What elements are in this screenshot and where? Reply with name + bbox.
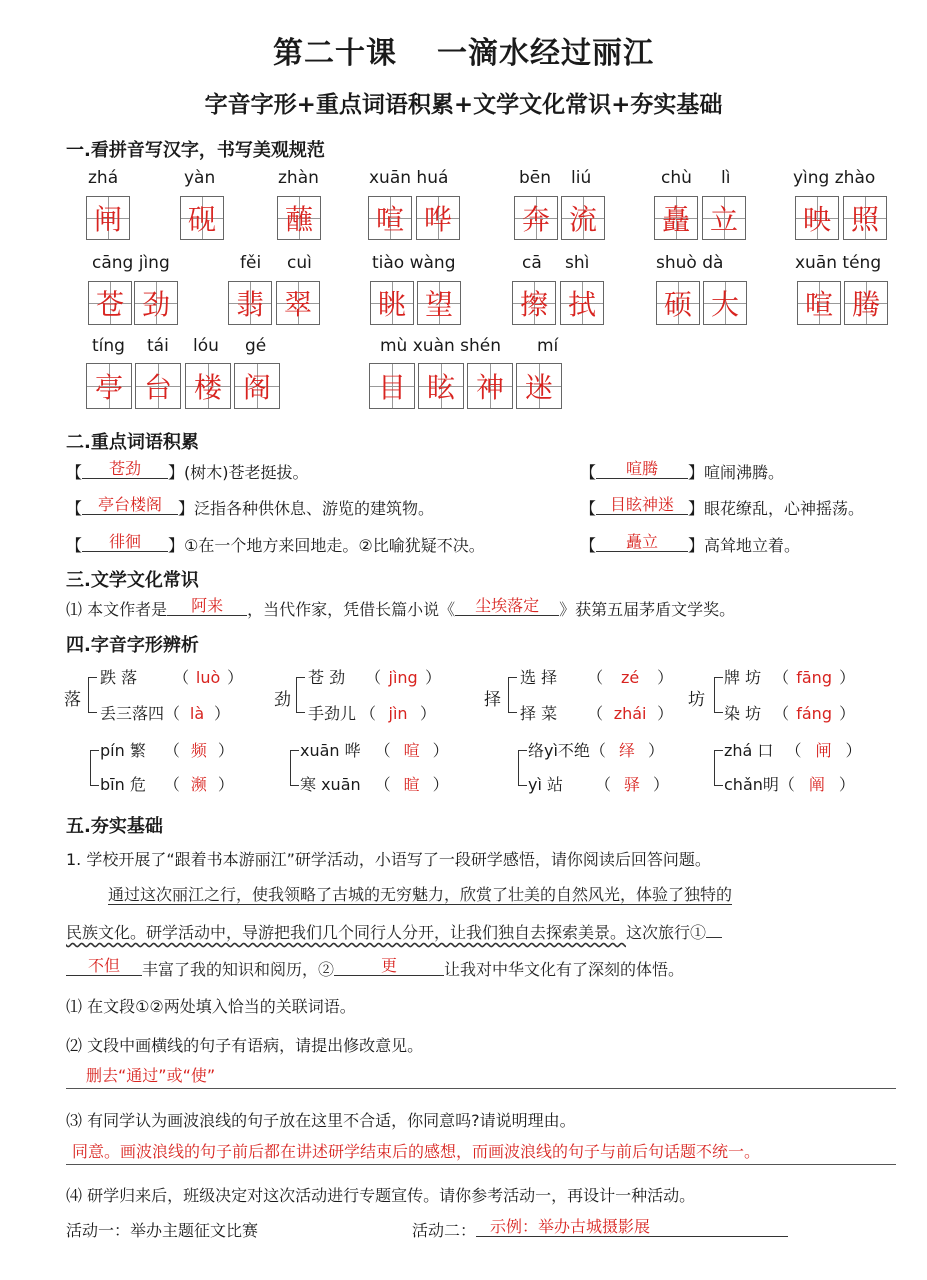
pinyin: xuān téng: [795, 253, 882, 273]
vocab-answer: 徘徊: [82, 533, 168, 552]
char-box: 目: [369, 363, 415, 409]
vocab-item: 【 亭台楼阁 】泛指各种供休息、游览的建筑物。: [66, 495, 435, 518]
answer-3: 同意。画波浪线的句子前后都在讲述研学结束后的感想，而画波浪线的句子与前后句话题不统一。: [72, 1142, 761, 1161]
char-box: 台: [135, 363, 181, 409]
section-4-heading: 四.字音字形辨析: [66, 635, 199, 656]
pinyin: bēn: [519, 168, 552, 188]
char-box: 眺: [370, 281, 414, 325]
char-box: 闸: [86, 196, 130, 240]
vocab-answer: 矗立: [596, 533, 688, 552]
vocab-answer: 喧腾: [596, 460, 688, 479]
vocab-item: 【 矗立 】高耸地立着。: [580, 532, 801, 555]
novel-answer: 尘埃落定: [455, 597, 559, 616]
char-box: 眩: [418, 363, 464, 409]
vocab-item: 【 徘徊 】①在一个地方来回地走。②比喻犹疑不决。: [66, 532, 485, 555]
pinyin: zhàn: [278, 168, 319, 188]
pinyin: xuān huá: [369, 168, 449, 188]
pinyin: shuò dà: [656, 253, 724, 273]
char-box: 神: [467, 363, 513, 409]
activity-1: 活动一：举办主题征文比赛: [66, 1221, 259, 1240]
char-box: 喧: [797, 281, 841, 325]
pinyin: shì: [565, 253, 590, 273]
activity-2-answer: 示例：举办古城摄影展: [476, 1218, 788, 1237]
pinyin: tái: [147, 336, 169, 356]
sub-question-3: ⑶ 有同学认为画波浪线的句子放在这里不合适，你同意吗?请说明理由。: [66, 1111, 576, 1130]
char-box: 翠: [276, 281, 320, 325]
sub-question-2: ⑵ 文段中画横线的句子有语病，请提出修改意见。: [66, 1036, 424, 1055]
section-2-heading: 二.重点词语积累: [66, 432, 199, 453]
char-box: 楼: [185, 363, 231, 409]
vocab-item: 【 苍劲 】(树木)苍老挺拔。: [66, 459, 309, 482]
char-box: 照: [843, 196, 887, 240]
char-box: 流: [561, 196, 605, 240]
char-box: 阁: [234, 363, 280, 409]
section-1-heading: 一.看拼音写汉字，书写美观规范: [66, 140, 325, 161]
pinyin: cā: [522, 253, 542, 273]
pinyin: mù xuàn shén: [380, 336, 502, 356]
pinyin: tiào wàng: [372, 253, 456, 273]
vocab-item: 【 目眩神迷 】眼花缭乱，心神摇荡。: [580, 495, 865, 518]
char-box: 翡: [228, 281, 272, 325]
vocab-item: 【 喧腾 】喧闹沸腾。: [580, 459, 785, 482]
pinyin: cāng jìng: [92, 253, 170, 273]
char-box: 亭: [86, 363, 132, 409]
char-box: 迷: [516, 363, 562, 409]
question-1: 1. 学校开展了“跟着书本游丽江”研学活动，小语写了一段研学感悟，请你阅读后回答问题。: [66, 850, 711, 869]
passage-line-3: 不但 丰富了我的知识和阅历，② 更 让我对中华文化有了深刻的体悟。: [66, 957, 684, 980]
section-5-heading: 五.夯实基础: [66, 816, 163, 837]
author-answer: 阿来: [167, 597, 247, 616]
vocab-answer: 目眩神迷: [596, 496, 688, 515]
char-box: 喧: [368, 196, 412, 240]
blank-2: 更: [334, 957, 444, 976]
passage-line-2: 民族文化。研学活动中，导游把我们几个同行人分开，让我们独自去探索美景。这次旅行①: [66, 920, 722, 943]
vocab-answer: 亭台楼阁: [82, 496, 178, 515]
answer-2: 删去“通过”或“使”: [86, 1066, 216, 1085]
char-box: 奔: [514, 196, 558, 240]
char-box: 拭: [560, 281, 604, 325]
page-title: 第二十课 一滴水经过丽江: [273, 36, 654, 71]
char-box: 矗: [654, 196, 698, 240]
pinyin: lóu: [193, 336, 219, 356]
pinyin: cuì: [287, 253, 312, 273]
char-box: 腾: [844, 281, 888, 325]
pinyin: yìng zhào: [793, 168, 876, 188]
section-3-heading: 三.文学文化常识: [66, 570, 199, 591]
pinyin: fěi: [240, 253, 262, 273]
blank-1: 不但: [66, 957, 142, 976]
sub-question-1: ⑴ 在文段①②两处填入恰当的关联词语。: [66, 997, 356, 1016]
pinyin: mí: [537, 336, 559, 356]
pinyin: chù: [661, 168, 692, 188]
pinyin: yàn: [184, 168, 216, 188]
char-box: 硕: [656, 281, 700, 325]
pinyin: lì: [721, 168, 731, 188]
char-box: 立: [702, 196, 746, 240]
char-box: 砚: [180, 196, 224, 240]
pinyin: liú: [571, 168, 592, 188]
char-box: 哗: [416, 196, 460, 240]
char-box: 苍: [88, 281, 132, 325]
pinyin: zhá: [88, 168, 119, 188]
activity-2: 活动二： 示例：举办古城摄影展: [412, 1218, 788, 1241]
char-box: 映: [795, 196, 839, 240]
char-box: 擦: [512, 281, 556, 325]
author-question: ⑴ 本文作者是 阿来 ，当代作家，凭借长篇小说《 尘埃落定 》获第五届茅盾文学奖。: [66, 596, 736, 619]
pinyin: gé: [245, 336, 267, 356]
vocab-answer: 苍劲: [82, 460, 168, 479]
pinyin: tíng: [92, 336, 125, 356]
page-subtitle: 字音字形+重点词语积累+文学文化常识+夯实基础: [204, 92, 723, 118]
char-box: 蘸: [277, 196, 321, 240]
passage-line-1: 通过这次丽江之行，使我领略了古城的无穷魅力，欣赏了壮美的自然风光，体验了独特的: [108, 885, 733, 904]
char-box: 劲: [134, 281, 178, 325]
char-box: 望: [417, 281, 461, 325]
sub-question-4: ⑷ 研学归来后，班级决定对这次活动进行专题宣传。请你参考活动一，再设计一种活动。: [66, 1186, 696, 1205]
char-box: 大: [703, 281, 747, 325]
